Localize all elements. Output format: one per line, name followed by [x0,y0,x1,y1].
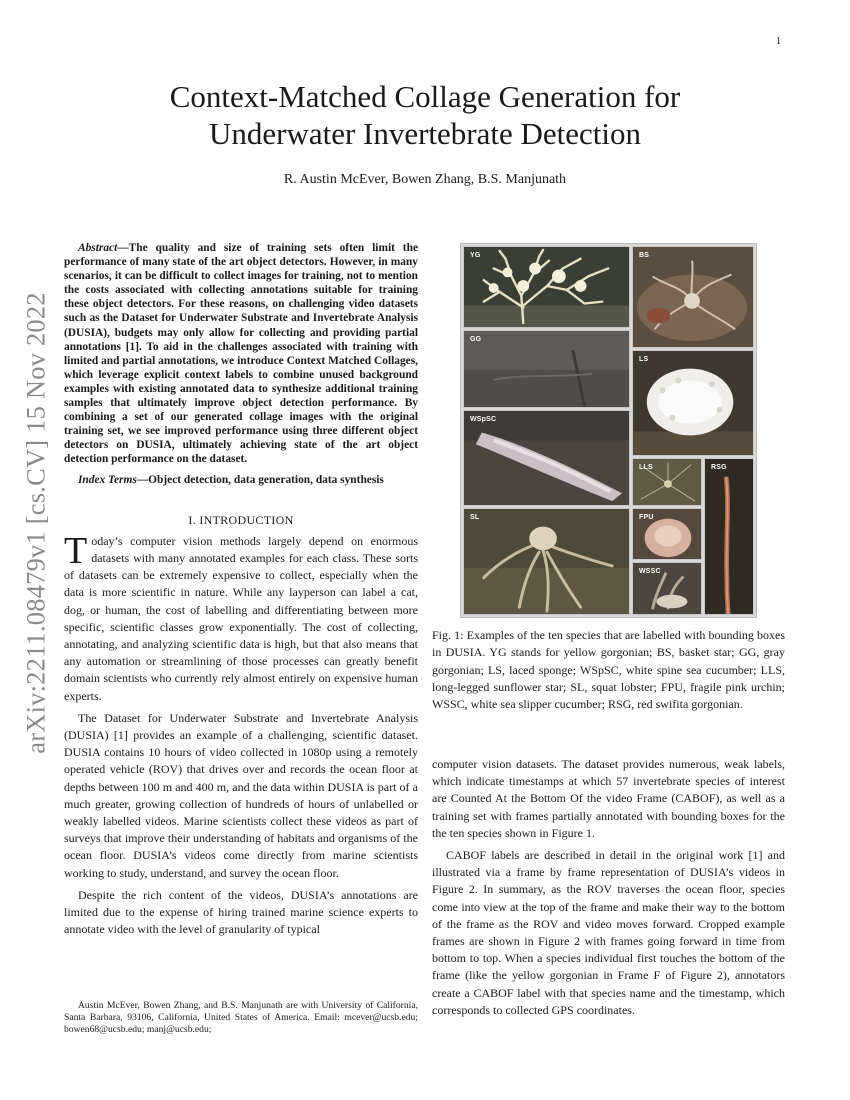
index-terms-lead: Index Terms [78,473,137,486]
section-heading-introduction [64,512,418,529]
intro-paragraph-2: The Dataset for Underwater Substrate and Invertebrate Analysis (DUSIA) [1] provides an example of a challenging, scientific dataset. DUSIA contains 10 hours of video collected in 1080p using a remotely operated vehicle (ROV) that drives over and records the ocean floor at depths between 100 m and 400 m, and the data within DUSIA is part of a much greater, growing collection of hundreds of hours of unlabelled or weakly labelled videos. Marine scientists collect these videos as part of surveys that improve their understanding of habitats and organisms of the ocean floor. DUSIA’s videos come directly from marine scientists working to study, understand, and survey the ocean floor. [64,710,418,880]
gray-gorgonian-image [464,331,629,407]
left-column [64,241,418,938]
label-sl: SL [470,514,480,521]
title-line-1: Context-Matched Collage Generation for [169,79,681,114]
tile-squat-lobster [463,508,630,615]
yellow-gorgonian-image [464,247,629,327]
intro-paragraph-3: Despite the rich content of the videos, DUSIA’s annotations are limited due to the expense of hiring trained marine science experts to annotate video with the level of granularity of typical [64,887,418,937]
squat-lobster-image [464,509,629,614]
tile-basket-star [632,246,754,348]
index-terms [64,473,418,487]
index-terms-body: —Object detection, data generation, data synthesis [136,473,384,486]
section-title-rest: NTRODUCTION [203,512,294,527]
right-paragraph-2: CABOF labels are described in detail in the original work [1] and illustrated via a frame by frame representation of DUSIA’s videos in Figure 2. In summary, as the ROV traverses the ocean floor, species come into view at the top of the frame and make their way to the bottom of the frame as the ROV and video moves forward. Cropped example frames are shown in Figure 2 with frames going forward in time from bottom to top. When a species individual first touches the bottom of the frame (like the yellow gorgonian in Frame F of Figure 2), annotators create a CABOF label with that species name and the timestamp, which corresponds to collected GPS coordinates. [432,848,785,1017]
tile-laced-sponge [632,350,754,456]
label-wssc: WSSC [639,568,661,575]
title-line-2: Underwater Invertebrate Detection [208,116,642,151]
page-number: 1 [776,36,781,47]
tile-white-spine-sea-cucumber [463,410,630,506]
intro-paragraph-1 [64,529,418,705]
tile-red-swifita-gorgonian [704,458,754,615]
tile-gray-gorgonian [463,330,630,408]
label-ls: LS [639,356,649,363]
footnote [64,1000,418,1037]
authors: R. Austin McEver, Bowen Zhang, B.S. Manjunath [283,172,567,187]
drop-cap: T [64,529,88,572]
tile-fragile-pink-urchin [632,508,702,560]
label-lls: LLS [639,464,653,471]
abstract-body: —The quality and size of training sets often limit the performance of many state of the art object detectors. However, in many scenarios, it can be difficult to collect images for training, not to mention the costs associated with collecting annotations suitable for training these object detectors. For these reasons, on challenging video datasets such as the Dataset for Underwater Substrate and Invertebrate Analysis (DUSIA), budgets may only allow for collecting and providing partial annotations [1]. To aid in the challenges associated with training with limited and partial annotations, we introduce Context Matched Collages, which leverage explicit context labels to combine unused background examples with existing annotated data to synthesize additional training samples that ultimately improve object detection performance. By combining a set of our generated collage images with the original training set, we see improved performance using three different object detectors on DUSIA, ultimately achieving state of the art object detection performance on the dataset. [64,242,418,466]
footnote-text: Austin McEver, Bowen Zhang, and B.S. Manjunath are with University of California, Santa Barbara, 93106, California, United States of America. Email: mcever@ucsb.edu; bowen68@ucsb.edu; manj@ucsb.edu; [64,1000,418,1036]
laced-sponge-image [633,351,753,455]
label-fpu: FPU [639,514,654,521]
tile-white-sea-slipper-cucumber [632,562,702,615]
label-yg: YG [470,252,481,259]
label-wspsc: WSpSC [470,416,497,423]
figure-1-collage [460,243,757,618]
tile-long-legged-sunflower-star [632,458,702,506]
basket-star-image [633,247,753,347]
tile-yellow-gorgonian [463,246,630,328]
red-swifita-gorgonian-image [705,459,753,614]
arxiv-identifier[interactable]: arXiv:2211.08479v1 [cs.CV] 15 Nov 2022 [20,292,51,754]
abstract [64,241,418,467]
label-gg: GG [470,336,482,343]
caption-text: Fig. 1: Examples of the ten species that are labelled with bounding boxes in DUSIA. YG stands for yellow gorgonian; BS, basket star; GG, gray gorgonian; LS, laced sponge; WSpSC, white spine sea cucumber; LLS, long-legged sunflower star; SL, squat lobster; FPU, fragile pink urchin; WSSC, white sea slipper cucumber; RSG, red swifita gorgonian. [432,628,785,712]
abstract-lead: Abstract [78,242,118,254]
right-paragraph-1: computer vision datasets. The dataset provides numerous, weak labels, which indicate timestamps at which 57 invertebrate species of interest are Counted At the Bottom Of the video Frame (CABOF), as well as a training set with frames partially annotated with bounding boxes for the the ten species shown in Figure 1. [432,757,785,840]
right-column [432,756,785,1019]
paper-title [60,78,790,152]
intro-paragraph-1-text: oday’s computer vision methods largely depend on enormous datasets with many annotated examples for each class. These sorts of datasets can be extremely expensive to collect, especially when the data is more scientific in nature. While any layperson can label a cat, dog, or human, the cost of labelling and differentiating between more specific, scientific classes grow exponentially. The cost of collecting, annotating, and analyzing scientific data is high, but that also means that any automation or streamlining of those processes can greatly benefit domain scientists who currently rely almost entirely on expensive human experts. [64,533,418,703]
label-rsg: RSG [711,464,727,471]
figure-1-caption [432,627,785,713]
label-bs: BS [639,252,650,259]
title-block [60,78,790,188]
white-spine-sea-cucumber-image [464,411,629,505]
arxiv-stamp [16,288,56,758]
section-numeral: I. [188,512,200,527]
section-initial: I [199,512,204,527]
